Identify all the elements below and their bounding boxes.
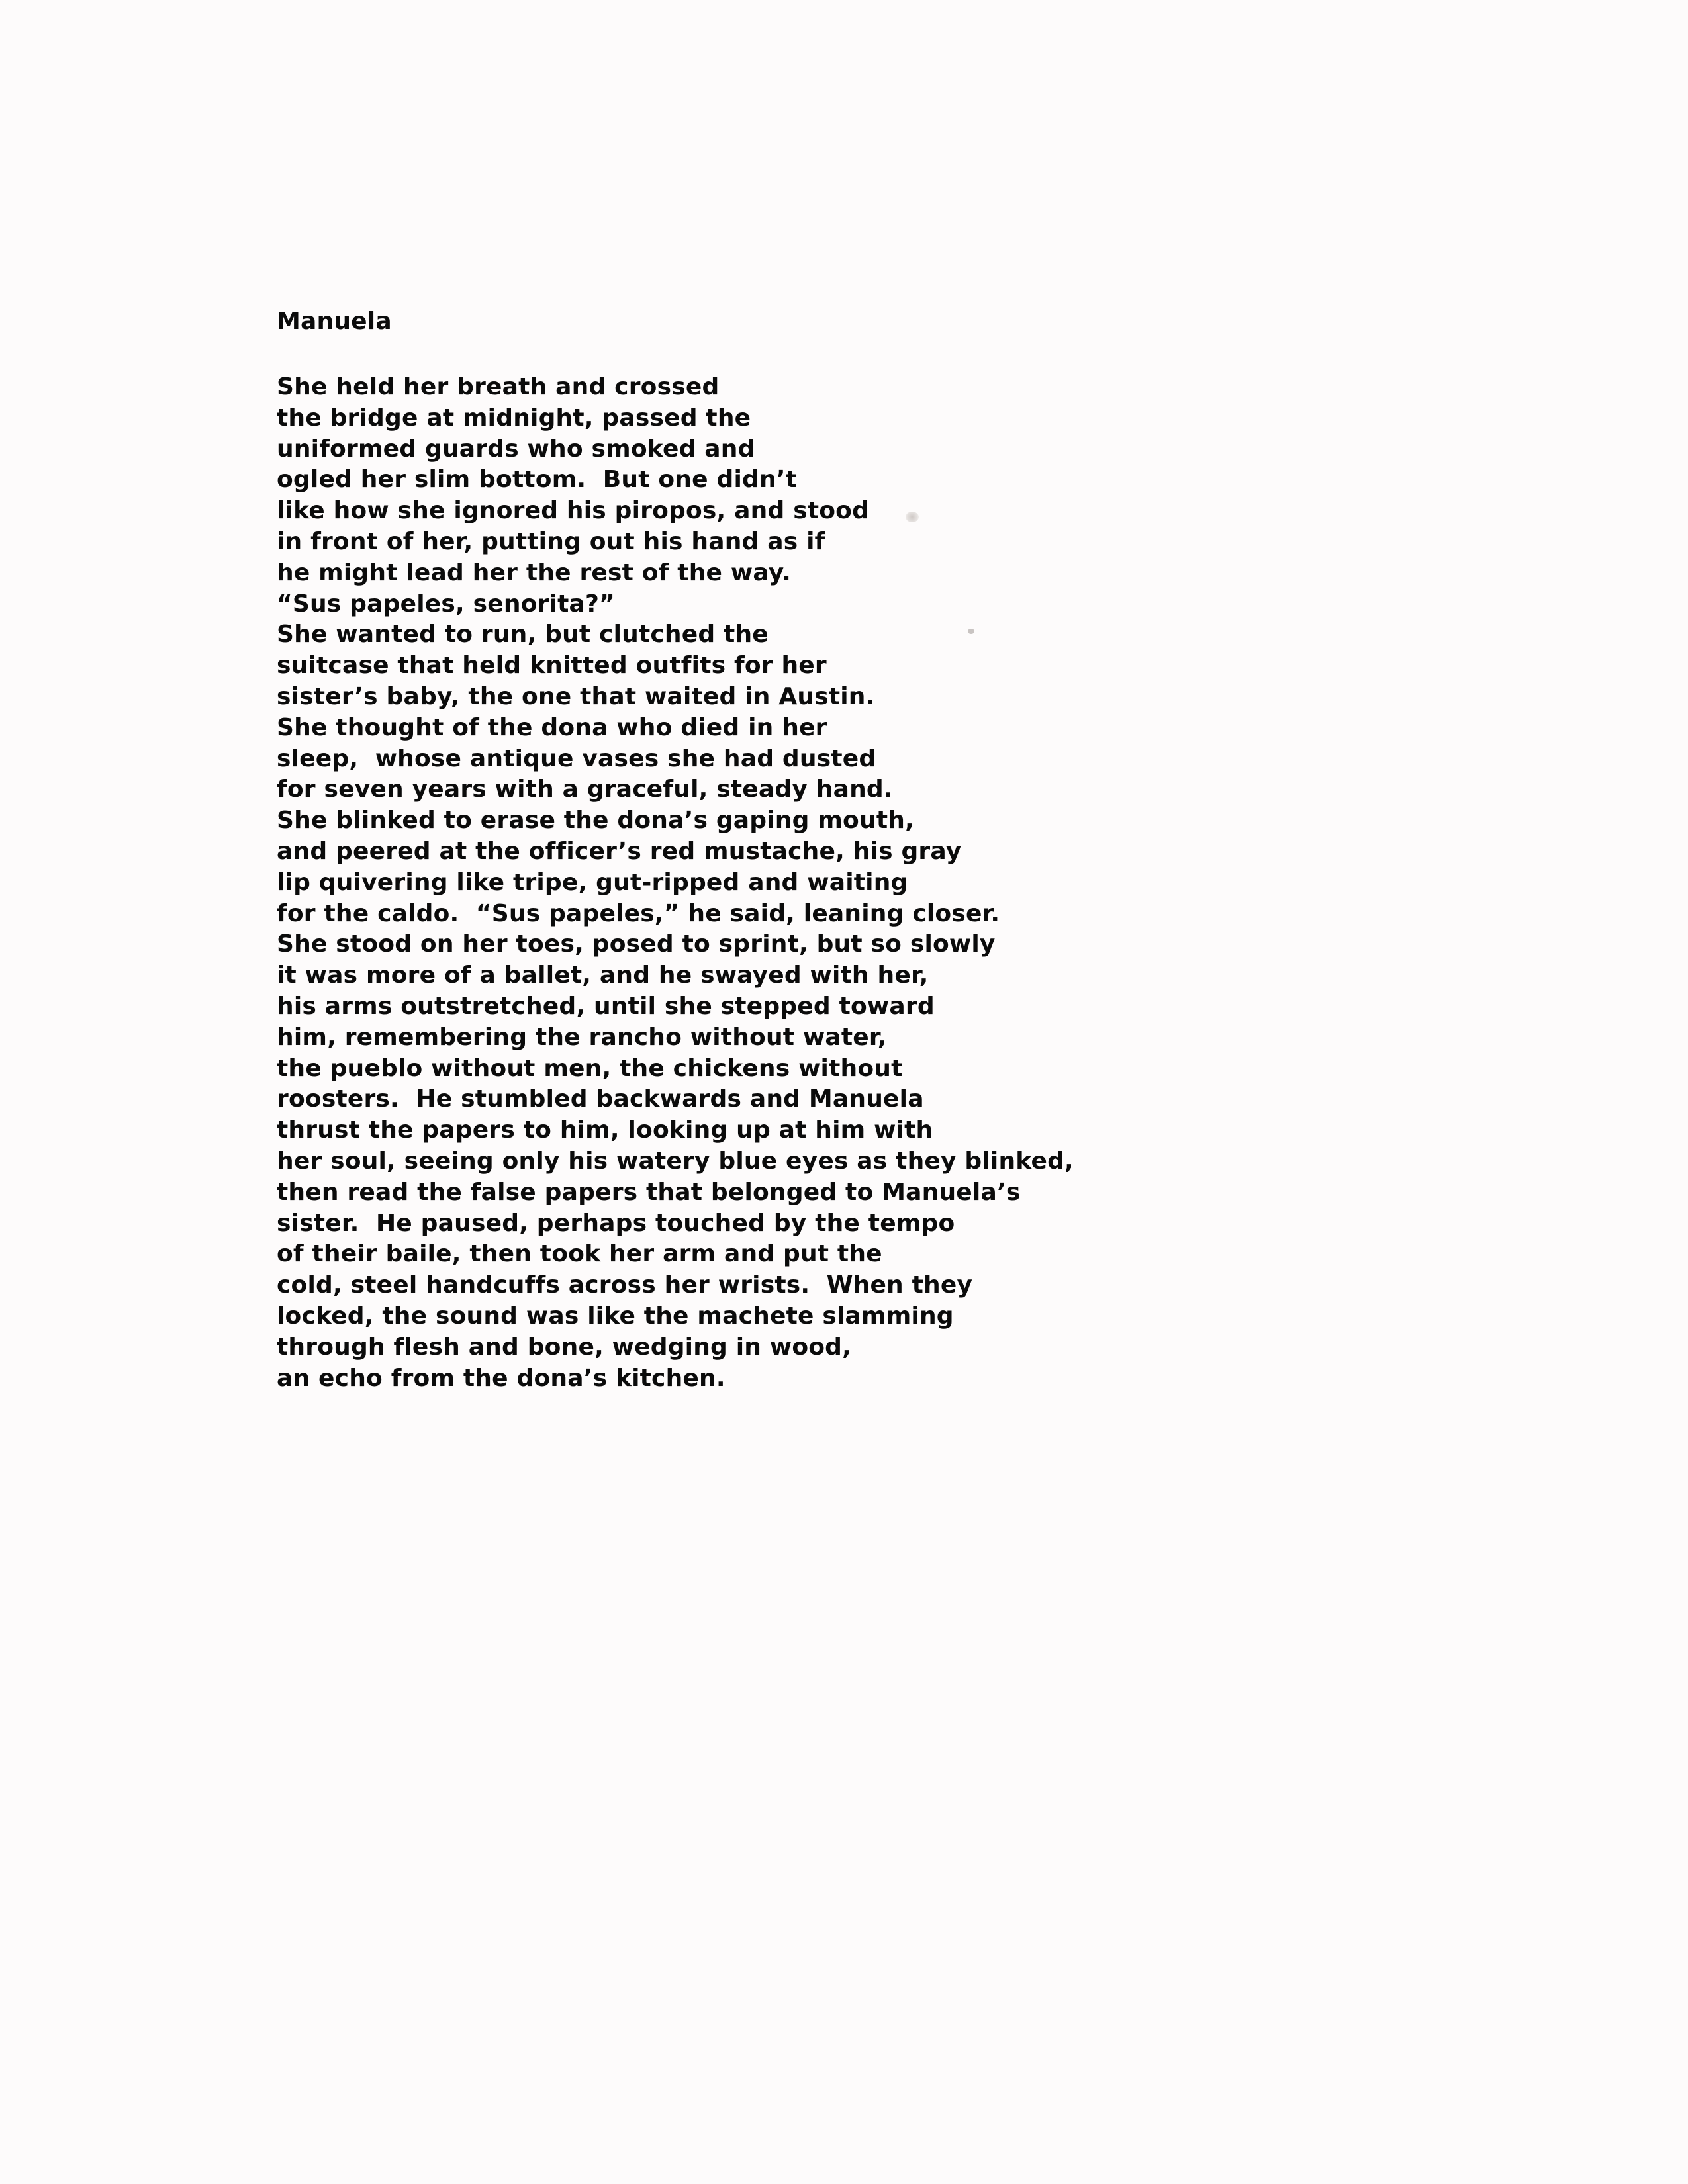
poem-line: her soul, seeing only his watery blue eyes as they blinked,	[277, 1147, 1074, 1175]
poem-line: the pueblo without men, the chickens without	[277, 1054, 903, 1082]
poem-line: in front of her, putting out his hand as if	[277, 527, 825, 555]
poem-line: “Sus papeles, senorita?”	[277, 590, 615, 617]
paper-speck	[906, 512, 919, 522]
poem-line: an echo from the dona’s kitchen.	[277, 1364, 726, 1392]
poem-line: roosters. He stumbled backwards and Manuela	[277, 1085, 924, 1113]
poem-line: She stood on her toes, posed to sprint, but so slowly	[277, 931, 996, 958]
poem-line: he might lead her the rest of the way.	[277, 559, 791, 586]
poem	[277, 303, 1402, 1394]
poem-line: locked, the sound was like the machete slamming	[277, 1302, 954, 1330]
poem-line: for the caldo. “Sus papeles,” he said, leaning closer.	[277, 899, 1000, 927]
poem-line: She wanted to run, but clutched the	[277, 621, 769, 649]
poem-line: then read the false papers that belonged to Manuela’s	[277, 1178, 1021, 1206]
poem-line: She held her breath and crossed	[277, 373, 720, 400]
poem-title: Manuela	[277, 308, 392, 335]
poem-line: sleep, whose antique vases she had dusted	[277, 745, 876, 772]
poem-line: sister. He paused, perhaps touched by the tempo	[277, 1209, 955, 1237]
paper-speck	[968, 629, 974, 634]
poem-line: She blinked to erase the dona’s gaping mouth,	[277, 807, 914, 835]
poem-line: him, remembering the rancho without water,	[277, 1023, 887, 1051]
poem-line: cold, steel handcuffs across her wrists. When they	[277, 1271, 973, 1299]
poem-line: the bridge at midnight, passed the	[277, 404, 751, 432]
poem-body	[277, 372, 1402, 1394]
poem-line: it was more of a ballet, and he swayed with her,	[277, 962, 929, 989]
poem-line: thrust the papers to him, looking up at him with	[277, 1116, 933, 1144]
poem-line: suitcase that held knitted outfits for her	[277, 652, 827, 680]
poem-line: uniformed guards who smoked and	[277, 435, 755, 463]
poem-line: lip quivering like tripe, gut-ripped and waiting	[277, 868, 908, 896]
poem-line: his arms outstretched, until she stepped toward	[277, 992, 935, 1020]
poem-line: like how she ignored his piropos, and stood	[277, 497, 870, 525]
poem-line: through flesh and bone, wedging in wood,	[277, 1333, 852, 1361]
poem-line: of their baile, then took her arm and put the	[277, 1240, 882, 1268]
poem-line: ogled her slim bottom. But one didn’t	[277, 466, 798, 494]
poem-line: and peered at the officer’s red mustache, his gray	[277, 837, 962, 865]
poem-line: sister’s baby, the one that waited in Austin.	[277, 682, 875, 710]
poem-line: She thought of the dona who died in her	[277, 713, 827, 741]
poem-line: for seven years with a graceful, steady hand.	[277, 776, 893, 803]
